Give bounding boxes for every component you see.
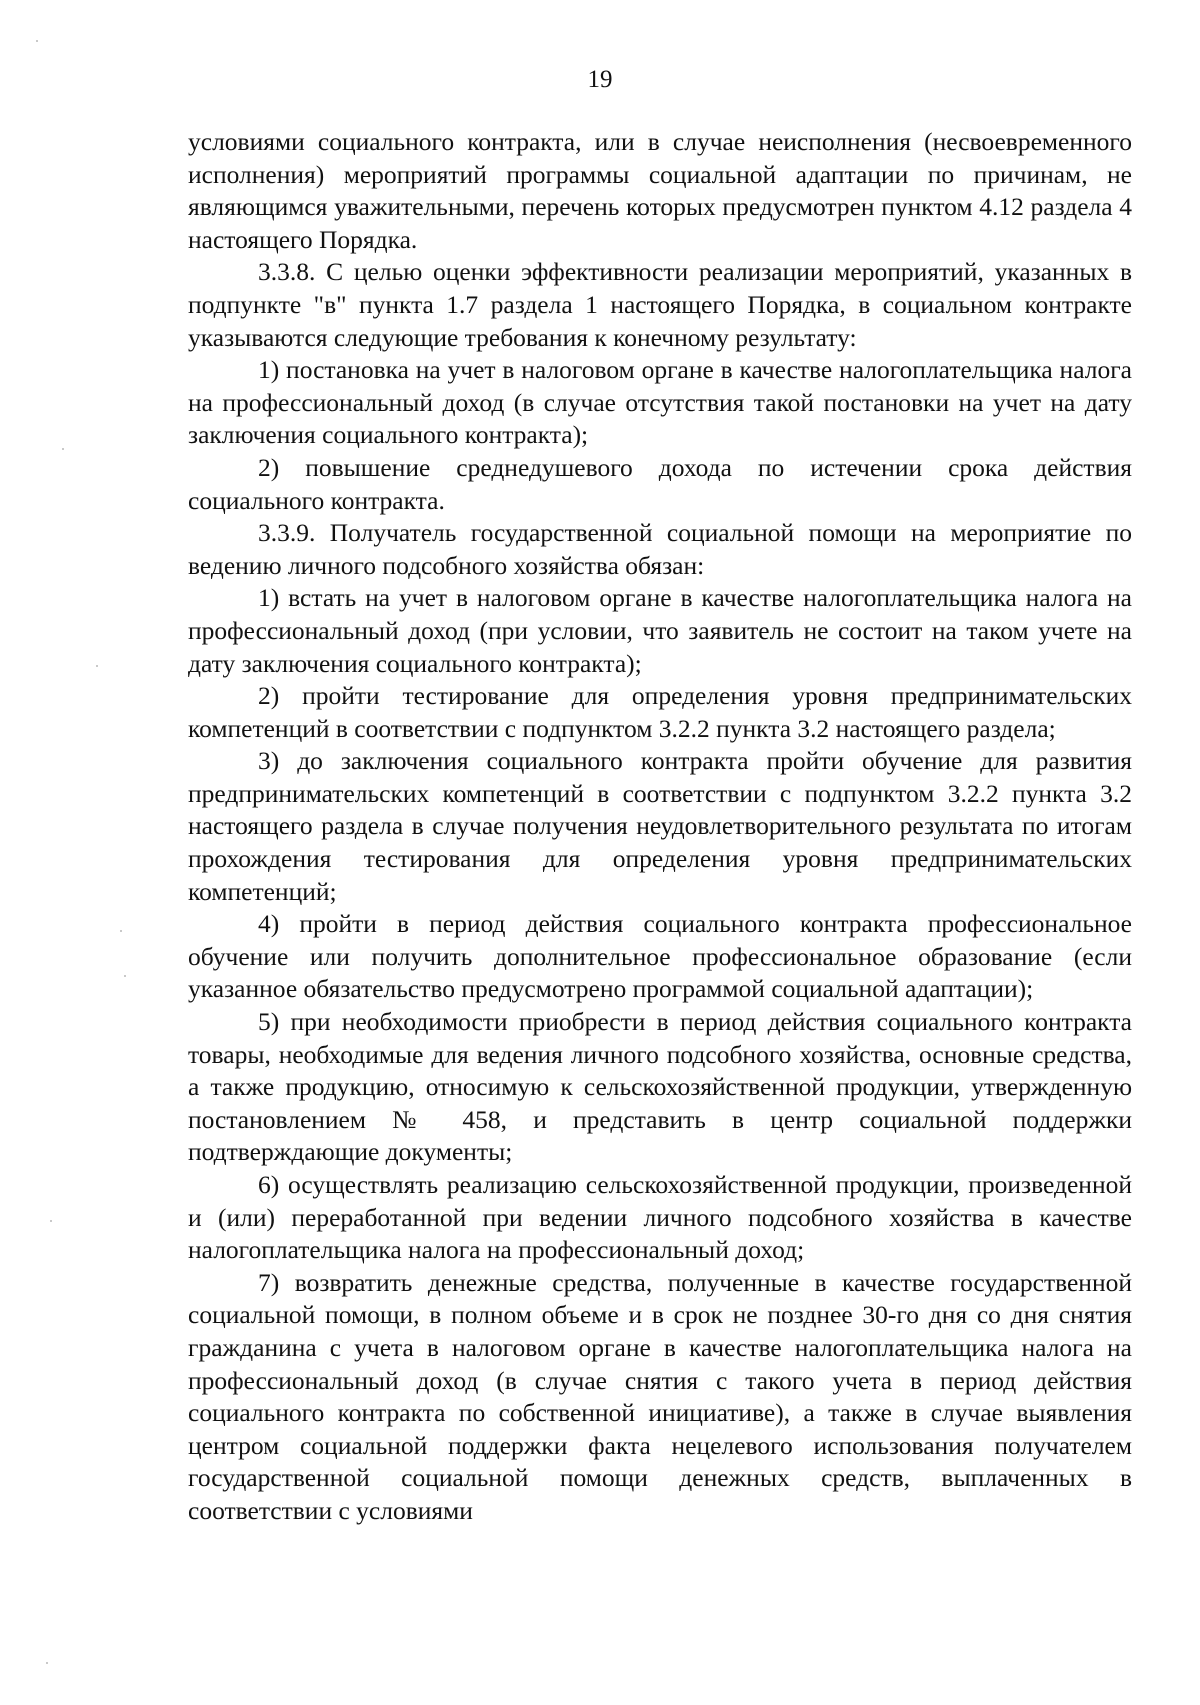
page-number: 19 <box>587 66 613 93</box>
scan-speck <box>120 930 122 932</box>
paragraph-3-3-9-item-3: 3) до заключения социального контракта пройти обучение для развития предпринимательских компетенций в соответствии с подпунктом 3.2.2 пункта 3.2 настоящего раздела в случае получения неудовлетворительного результата по итогам прохождения тестирования для определения уровня предпринимательских компетенций; <box>188 746 1132 906</box>
paragraph-3-3-9-item-2: 2) пройти тестирование для определения уровня предпринимательских компетенций в соответствии с подпунктом 3.2.2 пункта 3.2 настоящего раздела; <box>188 681 1132 743</box>
paragraph-3-3-9-item-7: 7) возвратить денежные средства, полученные в качестве государственной социальной помощи, в полном объеме и в срок не позднее 30-го дня со дня снятия гражданина с учета в налоговом органе в качестве налогоплательщика налога на профессиональный доход (в случае снятия с такого учета в период действия социального контракта по собственной инициативе), а также в случае выявления центром социальной поддержки факта нецелевого использования получателем государственной социальной помощи денежных средств, выплаченных в соответствии с условиями <box>188 1267 1132 1525</box>
scan-speck <box>36 40 38 42</box>
paragraph-3-3-8-item-1: 1) постановка на учет в налоговом органе в качестве налогоплательщика налога на профессиональный доход (в случае отсутствия такой постановки на учет на дату заключения социального контракта); <box>188 355 1132 450</box>
scan-speck <box>50 1220 52 1222</box>
paragraph-continuation: условиями социального контракта, или в случае неисполнения (несвоевременного исполнения) мероприятий программы социальной адаптации по причинам, не являющимся уважительными, перечень которых предусмотрен пунктом 4.12 раздела 4 настоящего Порядка. <box>188 127 1132 254</box>
paragraph-3-3-9-item-1: 1) встать на учет в налоговом органе в качестве налогоплательщика налога на профессиональный доход (при условии, что заявитель не состоит на таком учете на дату заключения социального контракта); <box>188 583 1132 678</box>
paragraph-3-3-9-item-6: 6) осуществлять реализацию сельскохозяйственной продукции, произведенной и (или) переработанной при ведении личного подсобного хозяйства в качестве налогоплательщика налога на профессиональный доход; <box>188 1170 1132 1265</box>
scan-speck <box>46 1662 48 1664</box>
paragraph-3-3-9-item-4: 4) пройти в период действия социального контракта профессиональное обучение или получить дополнительное профессиональное образование (если указанное обязательство предусмотрено программой социальной адаптации); <box>188 909 1132 1004</box>
paragraph-3-3-8: 3.3.8. С целью оценки эффективности реализации мероприятий, указанных в подпункте "в" пункта 1.7 раздела 1 настоящего Порядка, в социальном контракте указываются следующие требования к конечному результату: <box>188 257 1132 352</box>
paragraph-3-3-8-item-2: 2) повышение среднедушевого дохода по истечении срока действия социального контракта. <box>188 452 1132 515</box>
paragraph-3-3-9-item-5: 5) при необходимости приобрести в период действия социального контракта товары, необходимые для ведения личного подсобного хозяйства, основные средства, а также продукцию, относимую к сельскохозяйственной продукции, утвержденную постановлением № 458, и представить в центр социальной поддержки подтверждающие документы; <box>188 1007 1132 1167</box>
scan-speck <box>96 665 98 667</box>
scan-speck <box>62 448 64 450</box>
scan-speck <box>124 975 126 977</box>
paragraph-3-3-9: 3.3.9. Получатель государственной социальной помощи на мероприятие по ведению личного подсобного хозяйства обязан: <box>188 518 1132 580</box>
document-body <box>188 126 1132 1528</box>
